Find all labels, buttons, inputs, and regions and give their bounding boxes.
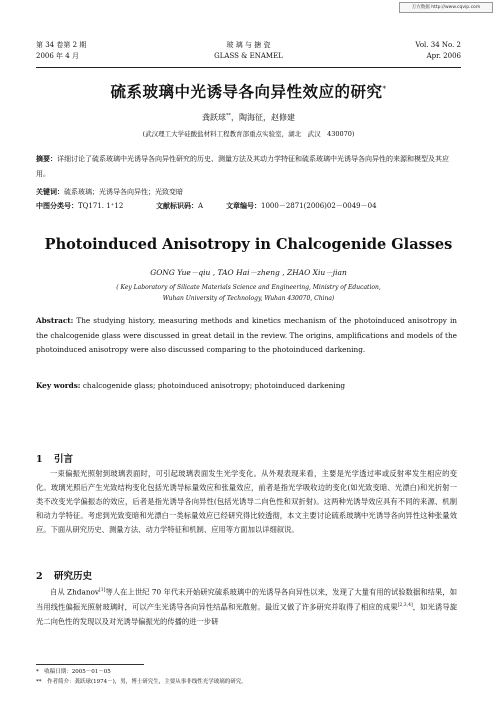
doc-code-label: 文献标识码：	[156, 201, 198, 210]
co-authors: ，陶海征，赵修建	[231, 113, 295, 122]
title-chinese	[0, 80, 497, 102]
abstract-text-en: The studying history, measuring methods and kinetics mechanism of the photoinduced anisotropy in the chalcogenide glass were discussed in great detail in the review. The origins, amplifications and models of the photoinduced anisotropy were also discussed comparing to the photoinduced darkening.	[36, 316, 457, 354]
footnote-received-date: * 收稿日期：2005－01－05	[36, 669, 111, 675]
section-title: 研究历史	[54, 571, 93, 582]
footnote-divider	[36, 664, 144, 665]
title-chinese-text: 硫系玻璃中光诱导各向异性效应的研究	[110, 82, 383, 101]
article-number-label: 文章编号：	[226, 201, 261, 210]
affiliation-english	[0, 282, 497, 304]
journal-name-en: GLASS & ENAMEL	[214, 52, 283, 60]
header-divider	[36, 67, 461, 68]
source-watermark[interactable]: 万方数据 http://www.cqvip.com	[399, 2, 493, 13]
history-text-b: 等人在上世纪 70 年代末开始研究硫系玻璃中的光诱导各向异性以来，发现了大量有用的试验数据和结果，如当用线性偏振光照射玻璃时，可以产生光诱导各向异性结晶和光散射。最近又做了许多研究并取得了相应的成果	[36, 587, 457, 612]
abstract-english	[36, 314, 457, 358]
date-en: Apr. 2006	[426, 52, 461, 60]
citation-ref[interactable]: [2,3,4]	[397, 603, 413, 609]
history-text-a: 自从 Zhdanov	[50, 587, 100, 597]
running-header	[36, 40, 461, 66]
keywords-text-cn: 硫系玻璃；光诱导各向异性；光致变暗	[64, 188, 183, 196]
footnote-author-bio: ** 作者简介：龚跃球(1974－)，男，博士研究生，主要从事非线性光学玻璃的研究。	[36, 679, 247, 685]
journal-name	[36, 40, 461, 62]
classification-line	[36, 200, 457, 212]
affiliation-en-line1: ( Key Laboratory of Silicate Materials Science and Engineering, Ministry of Education,	[116, 284, 381, 291]
journal-name-cn: 玻 璃 与 搪 瓷	[226, 41, 271, 49]
keywords-label-en: Key words:	[36, 381, 81, 390]
volume-issue-en: Vol. 34 No. 2	[415, 41, 461, 49]
article-number-group	[226, 200, 377, 212]
keywords-text-en: chalcogenide glass; photoinduced anisotropy; photoinduced darkening	[80, 381, 346, 390]
author-footnote-mark: **	[226, 112, 231, 119]
section-heading-introduction	[36, 451, 73, 465]
keywords-chinese	[36, 184, 457, 200]
abstract-label-cn: 摘要：	[36, 154, 57, 163]
authors-chinese	[0, 112, 497, 123]
clc-label: 中图分类号：	[36, 201, 78, 210]
title-footnote-mark: *	[382, 84, 387, 93]
keywords-english	[36, 380, 457, 392]
article-number-value: 1000－2871(2006)02－0049－04	[261, 202, 377, 210]
doc-code-group	[156, 200, 203, 212]
keywords-label-cn: 关键词：	[36, 187, 64, 196]
doc-code-value: A	[198, 202, 204, 210]
abstract-chinese	[36, 151, 457, 182]
introduction-paragraph: 一束偏振光照射到玻璃表面时，可引起玻璃表面发生光学变化。从外观表现来看，主要是光学透过率或反射率发生相应的变化。玻璃光照后产生光致结构变化包括光诱导标量效应和张量效应，前者是指光学吸收边的变化(如光致变暗、光漂白)和光折射一类不改变光学偏振态的效应，后者是指光诱导各向异性(包括光诱导二向色性和双折射)。这两种光诱导效应具有不同的来源、机制和动力学特征。考虑到光致变暗和光漂白一类标量效应已经研究得比较透彻，本文主要讨论硫系玻璃中光诱导各向异性这种张量效应。下面从研究历史、测量方法、动力学特征和机制、应用等方面加以详细叙说。	[36, 469, 457, 534]
section-heading-history	[36, 568, 92, 582]
issue-info-en	[415, 40, 461, 62]
clc-value: TQ171. 1⁺12	[78, 202, 124, 210]
title-english: Photoinduced Anisotropy in Chalcogenide Glasses	[44, 236, 453, 253]
affiliation-en-line2: Wuhan University of Technology, Wuhan 430070, China)	[162, 295, 335, 302]
abstract-text-cn: 详细讨论了硫系玻璃中光诱导各向异性研究的历史、测量方法及其动力学特征和硫系玻璃中光诱导各向异性的来源和模型及其应用。	[36, 155, 449, 178]
first-author: 龚跃球	[202, 113, 226, 122]
volume-issue-cn: 第 34 卷第 2 期	[36, 41, 87, 49]
date-cn: 2006 年 4 月	[36, 52, 79, 60]
citation-ref[interactable]: [1]	[99, 588, 106, 593]
history-text-c: ，如光诱导旋光二向色性的发现以及对光诱导偏振光的传播的进一步研	[36, 602, 457, 626]
section-number: 2	[36, 571, 43, 582]
abstract-label-en: Abstract:	[36, 316, 74, 325]
authors-english: GONG Yue－qiu , TAO Hai－zheng , ZHAO Xiu－jian	[150, 268, 347, 277]
section-title: 引言	[54, 454, 74, 465]
section-number: 1	[36, 454, 43, 465]
history-paragraph	[36, 584, 457, 629]
clc-group	[36, 202, 123, 210]
affiliation-chinese: (武汉理工大学硅酸盐材料工程教育部重点实验室，湖北 武汉 430070)	[142, 130, 355, 138]
